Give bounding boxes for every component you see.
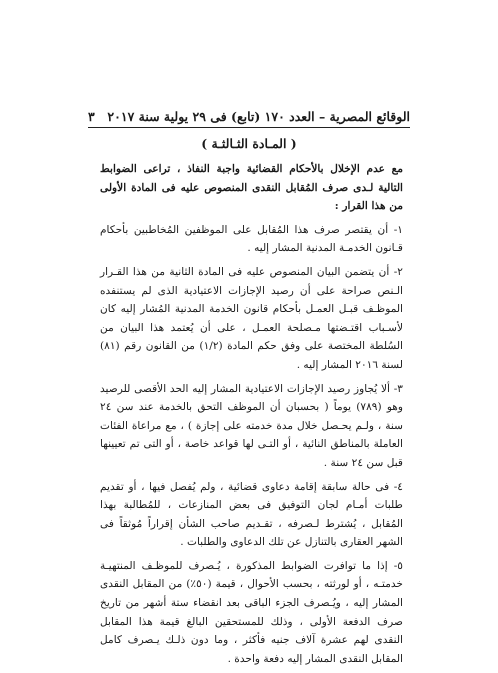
paragraph-clause-2: ٢- أن يتضمن البيان المنصوص عليه فى المادة الثانية من هذا القـرار الـنص صراحة على أن رصيد الإجازات الاعتيادية الذى لم يستنفده الموظـف قبـل العمـل بأحكام قانون الخدمة المدنية المُشار إليه كان لأسـباب اقتـضتها مـصلحة العمـل ، على أن يُعتمد هذا البيان من السُلطة المختصة على وفق حكم المادة (١/٢) من القانون رقم (٨١) لسنة ٢٠١٦ المشار إليه . bbox=[100, 265, 403, 371]
page-header bbox=[88, 104, 410, 124]
header-title: الوقائع المصرية – العدد ١٧٠ (تابع) فى ٢٩ يولية سنة ٢٠١٧ bbox=[107, 109, 410, 124]
page-number: ٣ bbox=[88, 109, 95, 124]
header-rule bbox=[88, 127, 410, 128]
article-title: ( المـادة الثـالثـة ) bbox=[201, 136, 297, 151]
paragraph-intro: مع عدم الإخلال بالأحكام القضائية واجبة النفاذ ، تراعى الضوابط التالية لـدى صرف المُقابل النقدى المنصوص عليه فى المادة الأولى من هذا القرار : bbox=[100, 163, 403, 213]
paragraph-clause-4: ٤- فى حالة سابقة إقامة دعاوى قضائية ، ولم يُفصل فيها ، أو تقديم طلبات أمـام لجان التوفيق فى بعض المنازعات ، للمُطالبة بهذا المُقابل ، يُشترط لـصرفه ، تقـديم صاحب الشأن إقراراً مُوثقاً فى الشهر العقارى بالتنازل عن تلك الدعاوى والطلبات . bbox=[100, 480, 403, 549]
article-body bbox=[100, 160, 403, 673]
paragraph-clause-1: ١- أن يقتصر صرف هذا المُقابل على الموظفين المُخاطبين بأحكام قـانون الخدمـة المدنية المشار إليه . bbox=[100, 223, 403, 255]
paragraph-clause-5: ٥- إذا ما توافرت الضوابط المذكورة ، يُـصرف للموظـف المنتهيـة خدمتـه ، أو لورثته ، بحسب الأحوال ، قيمة (٥٠٪) من المقابل النقدى المشار إليه ، ويُـصرف الجزء الباقى بعد انقضاء ستة أشهر من تاريخ صرف الدفعة الأولى ، وذلك للمستحقين البالغ قيمة هذا المقابل النقدى لهم عشرة آلاف جنيه فأكثر ، وما دون ذلـك يـصرف كامل المقابل النقدى المشار إليه دفعة واحدة . bbox=[100, 559, 403, 665]
paragraph-clause-3: ٣- ألا يُجاوز رصيد الإجازات الاعتيادية المشار إليه الحد الأقصى للرصيد وهو (٧٨٩) يوماً ( بحسبان أن الموظف التحق بالخدمة عند سن ٢٤ سنة ، ولـم يحـصل خلال مدة خدمته على إجازة ) ، مع مراعاة الفئات العاملة بالمناطق النائية ، أو التـى لها قواعد خاصة ، أو التى تم تعيينها قبل سن ٢٤ سنة . bbox=[100, 382, 403, 469]
